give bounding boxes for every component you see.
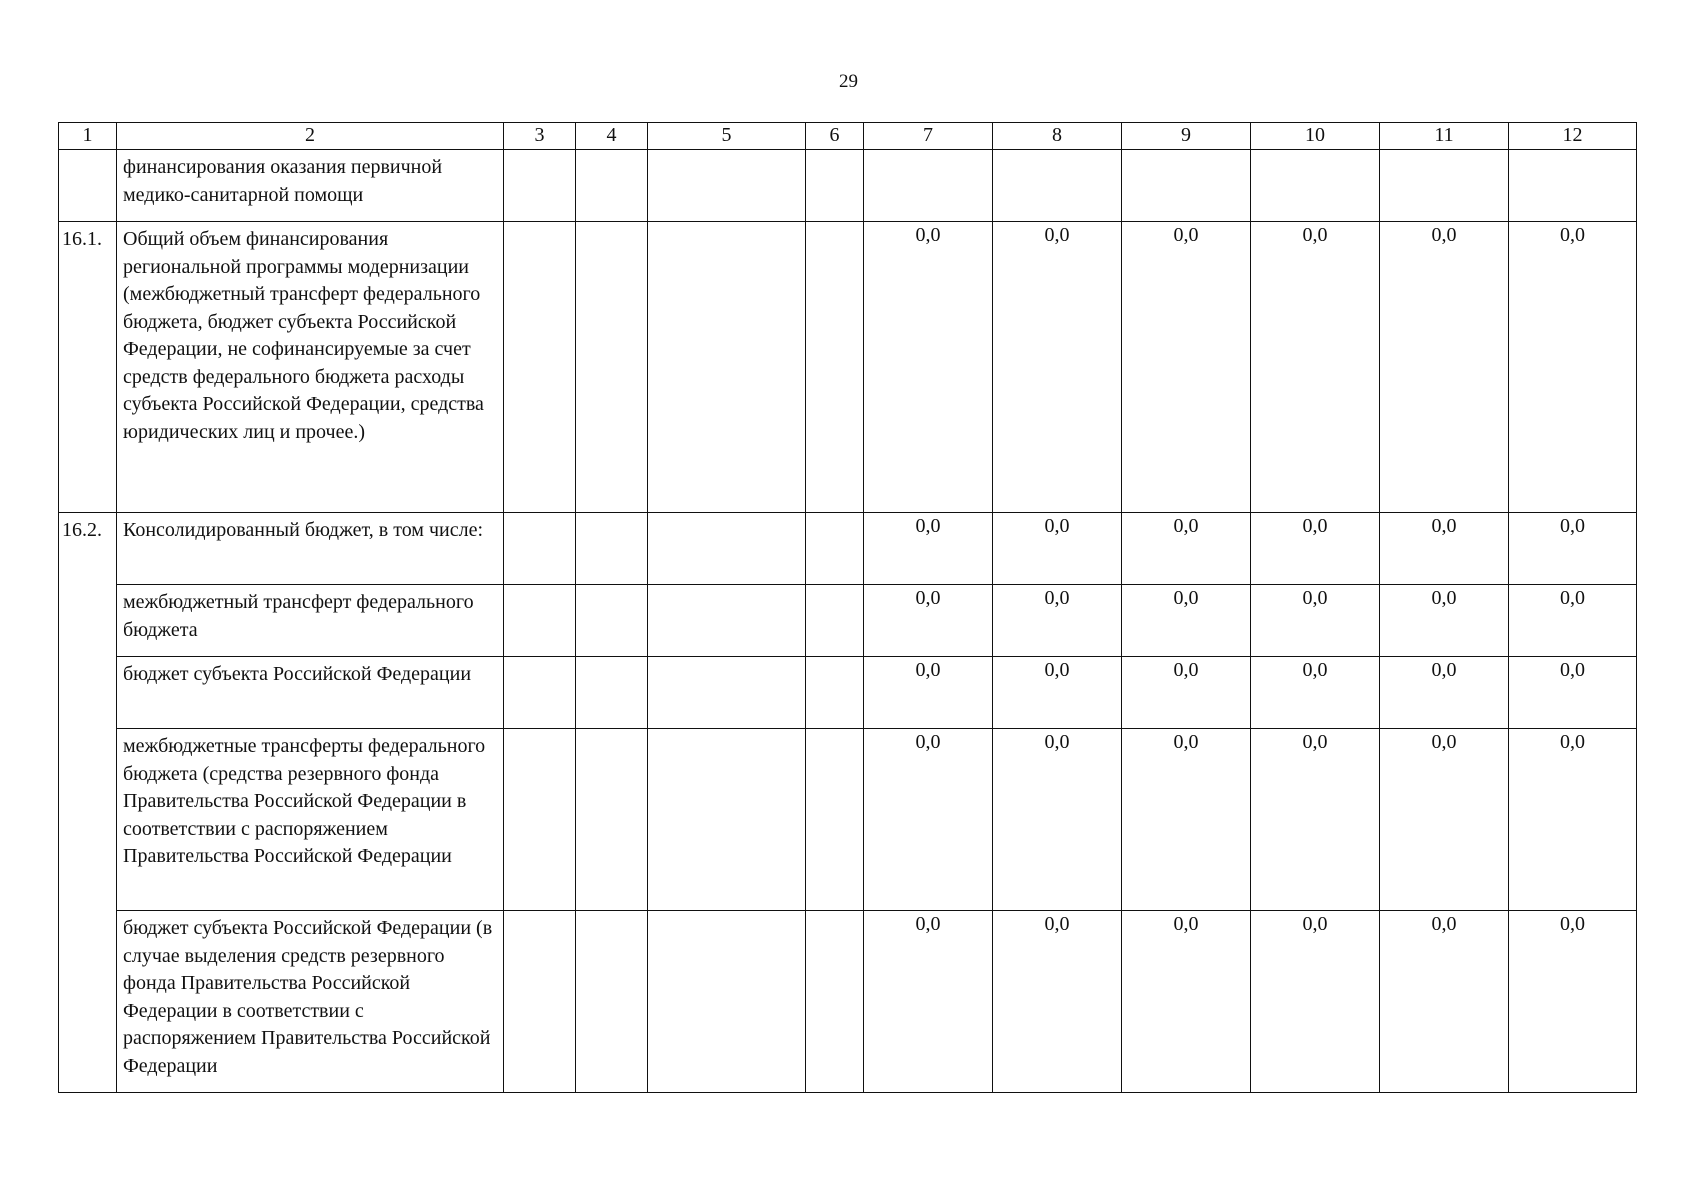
value-cell <box>504 657 576 729</box>
value-cell <box>864 150 993 222</box>
value-cell <box>576 585 648 657</box>
value-cell <box>648 222 806 513</box>
value-cell <box>806 911 864 1093</box>
value-cell: 0,0 <box>1509 222 1637 513</box>
value-cell: 0,0 <box>1509 585 1637 657</box>
value-cell <box>806 657 864 729</box>
value-cell <box>504 150 576 222</box>
value-cell: 0,0 <box>1380 513 1509 585</box>
value-cell: 0,0 <box>993 585 1122 657</box>
value-cell: 0,0 <box>1251 657 1380 729</box>
value-cell: 0,0 <box>1509 911 1637 1093</box>
value-cell <box>648 911 806 1093</box>
financing-table <box>58 122 1637 1093</box>
value-cell <box>806 222 864 513</box>
column-header: 1 <box>59 123 117 150</box>
value-cell <box>648 585 806 657</box>
value-cell: 0,0 <box>864 585 993 657</box>
value-cell <box>576 911 648 1093</box>
value-cell: 0,0 <box>1380 911 1509 1093</box>
value-cell: 0,0 <box>993 222 1122 513</box>
value-cell: 0,0 <box>1251 911 1380 1093</box>
value-cell <box>648 657 806 729</box>
row-description-cell: бюджет субъекта Российской Федерации (в случае выделения средств резервного фонда Правительства Российской Федерации в соответствии с распоряжением Правительства Российской Федерации <box>117 911 504 1093</box>
value-cell: 0,0 <box>1251 222 1380 513</box>
row-number-cell: 16.1. <box>59 222 117 513</box>
column-header: 4 <box>576 123 648 150</box>
value-cell: 0,0 <box>864 222 993 513</box>
row-number-cell: 16.2. <box>59 513 117 1093</box>
value-cell <box>993 150 1122 222</box>
value-cell <box>504 911 576 1093</box>
value-cell: 0,0 <box>1251 585 1380 657</box>
value-cell: 0,0 <box>1380 657 1509 729</box>
row-number-cell <box>59 150 117 222</box>
value-cell: 0,0 <box>1380 222 1509 513</box>
value-cell <box>648 513 806 585</box>
value-cell: 0,0 <box>1509 513 1637 585</box>
value-cell: 0,0 <box>1509 657 1637 729</box>
value-cell <box>648 729 806 911</box>
row-description-cell: бюджет субъекта Российской Федерации <box>117 657 504 729</box>
table-row <box>59 513 1637 585</box>
value-cell: 0,0 <box>864 657 993 729</box>
column-header: 2 <box>117 123 504 150</box>
page-number: 29 <box>839 71 858 92</box>
column-header: 11 <box>1380 123 1509 150</box>
row-description-cell: Консолидированный бюджет, в том числе: <box>117 513 504 585</box>
value-cell <box>504 222 576 513</box>
value-cell <box>1509 150 1637 222</box>
value-cell: 0,0 <box>1251 729 1380 911</box>
value-cell <box>806 585 864 657</box>
value-cell <box>648 150 806 222</box>
table-row <box>59 150 1637 222</box>
value-cell: 0,0 <box>1509 729 1637 911</box>
value-cell <box>576 513 648 585</box>
value-cell <box>576 150 648 222</box>
value-cell <box>806 729 864 911</box>
value-cell: 0,0 <box>1122 585 1251 657</box>
value-cell <box>504 729 576 911</box>
column-header: 6 <box>806 123 864 150</box>
value-cell: 0,0 <box>1380 585 1509 657</box>
column-header: 5 <box>648 123 806 150</box>
value-cell: 0,0 <box>993 513 1122 585</box>
value-cell <box>1380 150 1509 222</box>
row-description-cell: финансирования оказания первичной медико-санитарной помощи <box>117 150 504 222</box>
value-cell: 0,0 <box>1122 729 1251 911</box>
column-header: 9 <box>1122 123 1251 150</box>
value-cell: 0,0 <box>1380 729 1509 911</box>
value-cell <box>806 513 864 585</box>
column-header: 3 <box>504 123 576 150</box>
row-description-cell: межбюджетный трансферт федерального бюджета <box>117 585 504 657</box>
value-cell <box>504 585 576 657</box>
table-row <box>59 657 1637 729</box>
value-cell <box>576 729 648 911</box>
value-cell: 0,0 <box>993 729 1122 911</box>
value-cell: 0,0 <box>1122 513 1251 585</box>
column-header: 10 <box>1251 123 1380 150</box>
column-header: 12 <box>1509 123 1637 150</box>
value-cell: 0,0 <box>1122 657 1251 729</box>
value-cell: 0,0 <box>864 513 993 585</box>
value-cell: 0,0 <box>1251 513 1380 585</box>
value-cell: 0,0 <box>1122 911 1251 1093</box>
column-header: 8 <box>993 123 1122 150</box>
value-cell: 0,0 <box>993 911 1122 1093</box>
column-header: 7 <box>864 123 993 150</box>
table-row <box>59 222 1637 513</box>
value-cell: 0,0 <box>1122 222 1251 513</box>
table-row <box>59 585 1637 657</box>
value-cell <box>576 222 648 513</box>
value-cell <box>806 150 864 222</box>
value-cell: 0,0 <box>864 729 993 911</box>
row-description-cell: межбюджетные трансферты федерального бюджета (средства резервного фонда Правительства Российской Федерации в соответствии с распоряжением Правительства Российской Федерации <box>117 729 504 911</box>
table-row <box>59 911 1637 1093</box>
value-cell <box>1122 150 1251 222</box>
table-header-row <box>59 123 1637 150</box>
row-description-cell: Общий объем финансирования региональной программы модернизации (межбюджетный трансферт федерального бюджета, бюджет субъекта Российской Федерации, не софинансируемые за счет средств федерального бюджета расходы субъекта Российской Федерации, средства юридических лиц и прочее.) <box>117 222 504 513</box>
value-cell: 0,0 <box>864 911 993 1093</box>
value-cell <box>576 657 648 729</box>
table-row <box>59 729 1637 911</box>
value-cell <box>504 513 576 585</box>
value-cell: 0,0 <box>993 657 1122 729</box>
value-cell <box>1251 150 1380 222</box>
